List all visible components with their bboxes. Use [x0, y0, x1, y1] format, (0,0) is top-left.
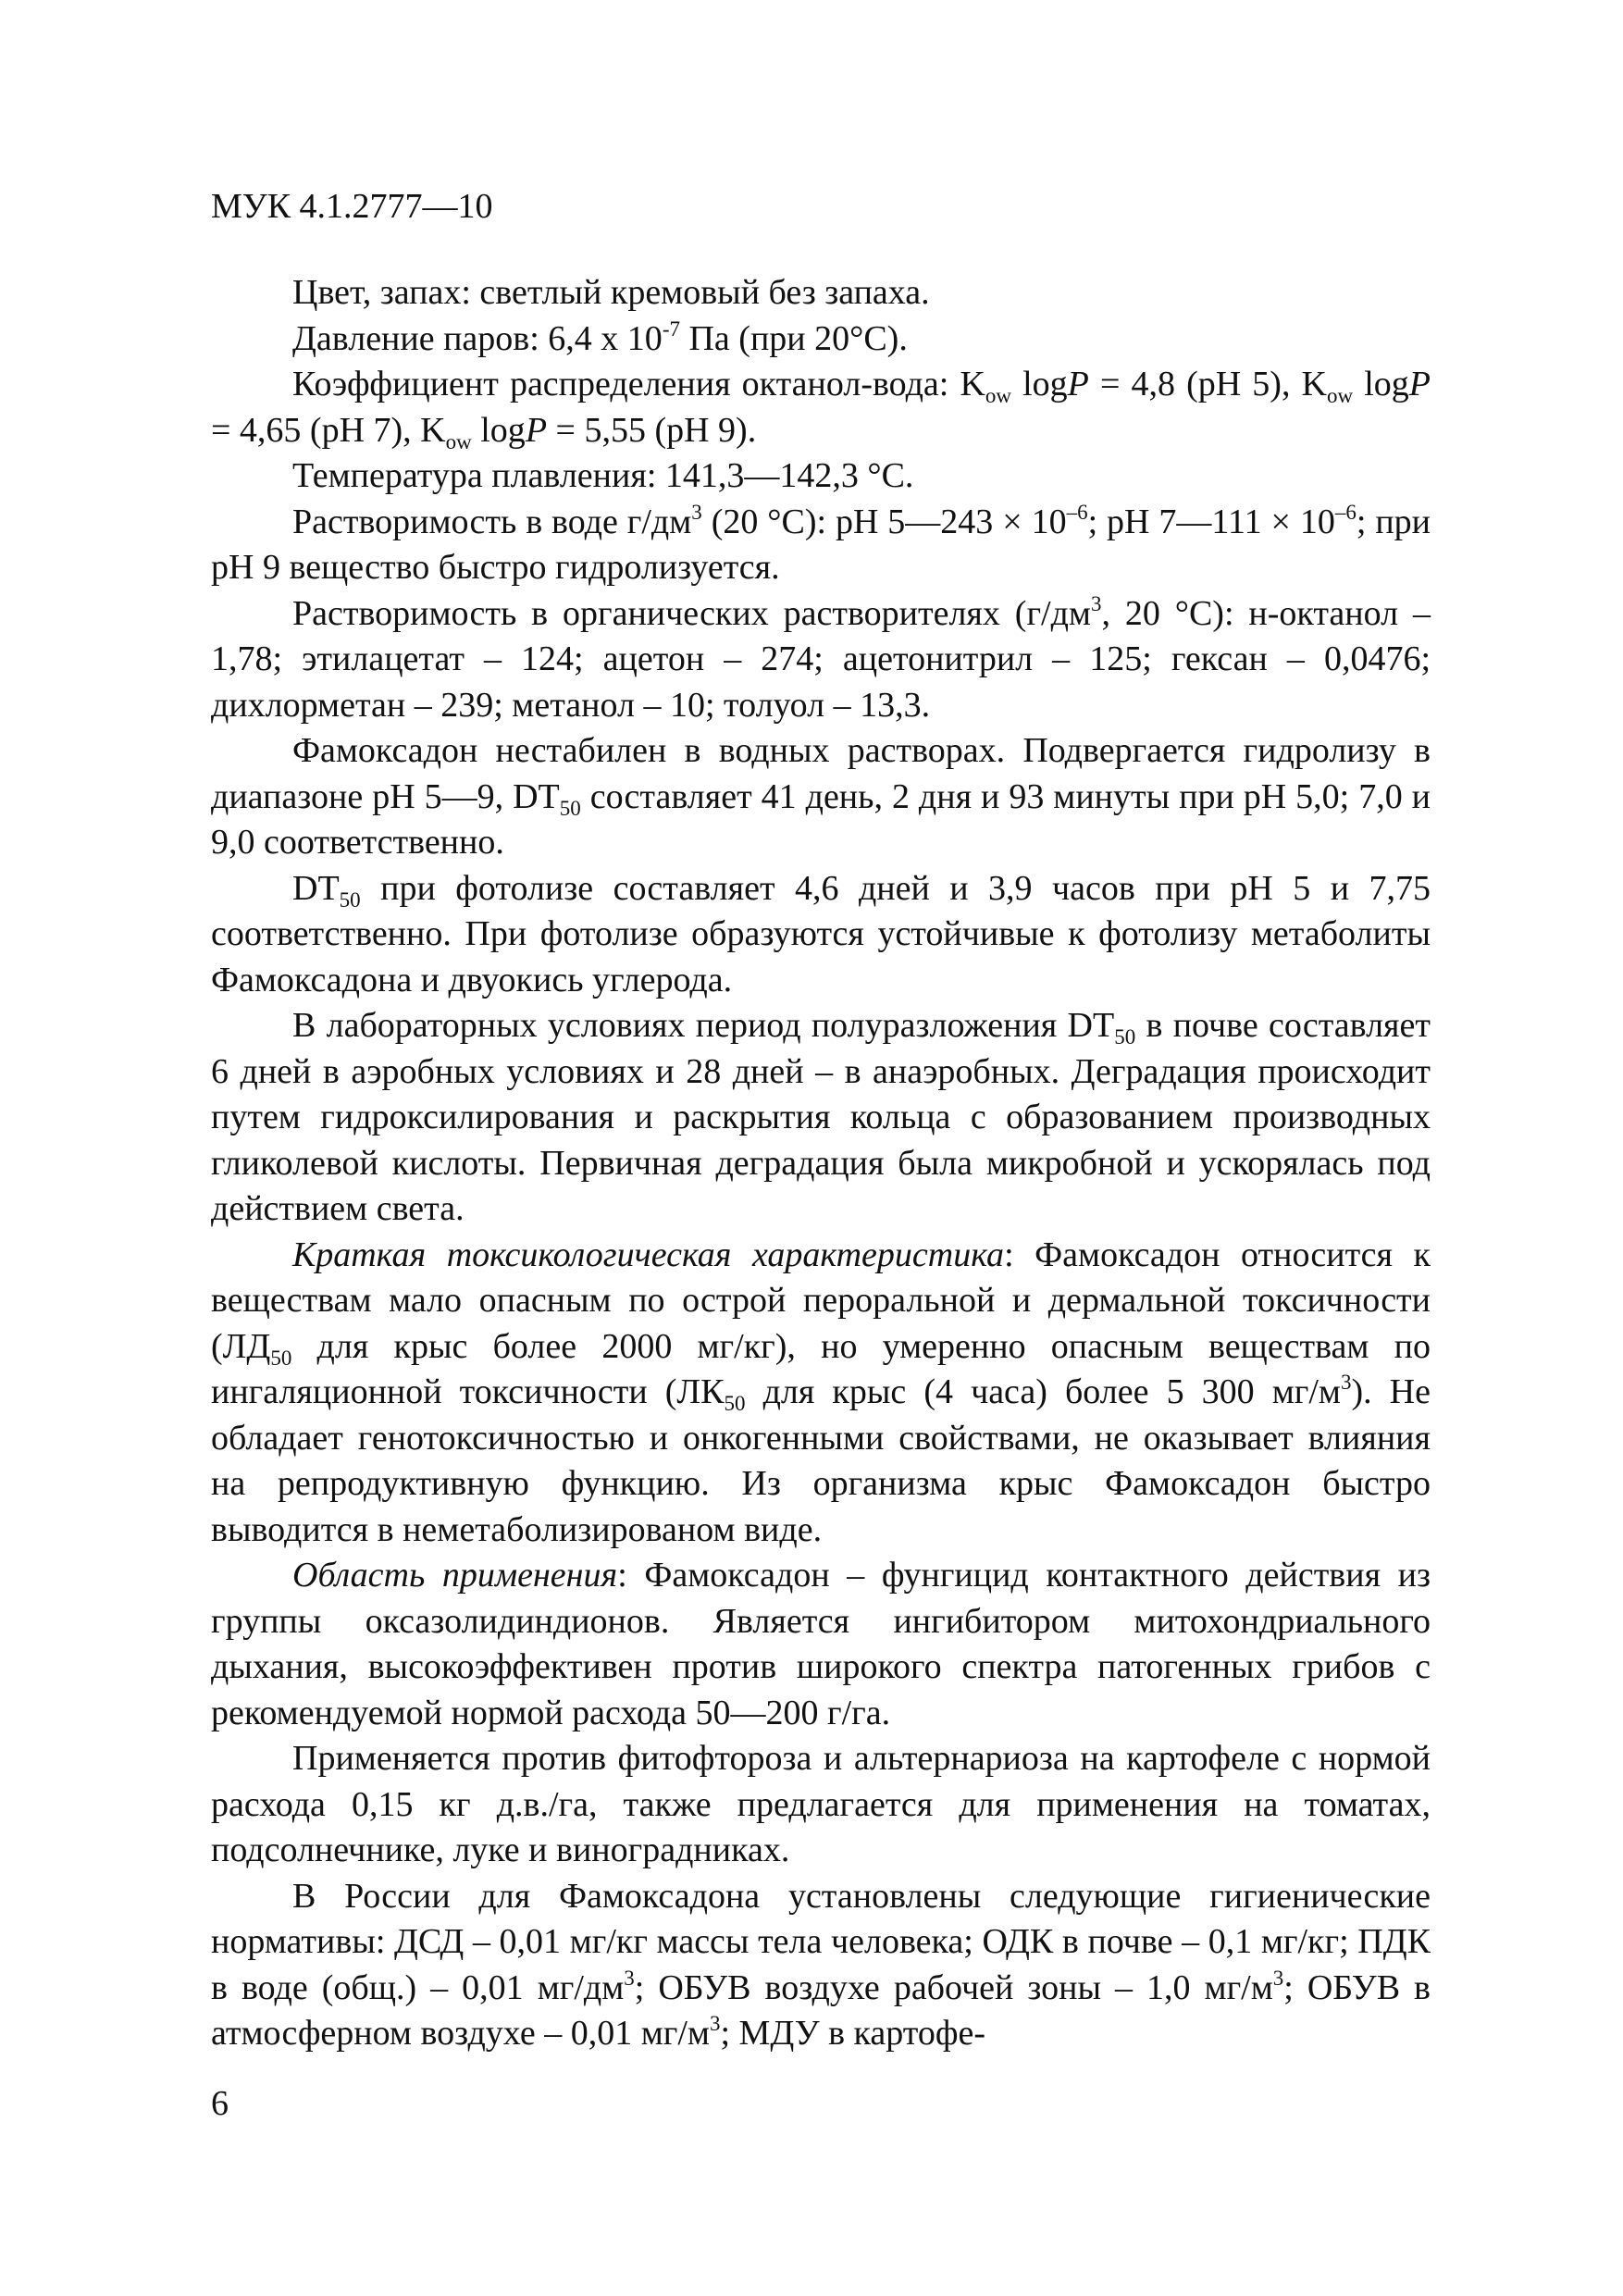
page-number: 6	[211, 2084, 229, 2123]
superscript: 3	[709, 2012, 721, 2035]
text-run: = 4,8 (pH 5), K	[1088, 365, 1327, 403]
superscript: –6	[1066, 500, 1088, 524]
text-run: в почве составляет 6 дней в аэробных условиях и 28 дней – в анаэробных. Деградация происходит путем гидроксилирования и раскрытия кольца с образованием производных гликолевой кислоты. Первичная деградация была микробной и ускорялась под действием света.	[211, 1006, 1431, 1228]
superscript: 3	[1090, 591, 1102, 615]
paragraph-melting-point: Температура плавления: 141,3—142,3 °С.	[292, 456, 914, 495]
text-run: для крыс более 2000 мг/кг), но умеренно опасным веществам по ингаляционной токсичности (ЛК	[211, 1326, 1431, 1411]
subscript: ow	[1327, 384, 1354, 407]
superscript: -7	[662, 316, 680, 341]
italic-run: P	[1067, 365, 1089, 403]
text-run: Давление паров: 6,4 х 10	[292, 318, 663, 358]
paragraph-hydrolysis	[211, 728, 1431, 866]
text-run: Фамоксадон нестабилен в водных растворах. Подвергается гидролизу в диапазоне pH 5—9, DT	[211, 731, 1431, 816]
subscript: ow	[445, 429, 472, 453]
text-run: Растворимость в воде г/дм	[292, 502, 692, 541]
paragraph-russia-standards	[211, 1874, 1431, 2057]
text-run: log	[1011, 365, 1068, 403]
text-run: ; ОБУВ в атмосферном воздухе – 0,01 мг/м	[211, 1967, 1431, 2053]
page-body	[211, 270, 1431, 2057]
paragraph-usage: Применяется против фитофтороза и альтернариоза на картофеле с нормой расхода 0,15 кг д.в./га, также предлагается для применения на томатах, подсолнечнике, луке и виноградниках.	[211, 1739, 1431, 1869]
text-run: Коэффициент распределения октанол-вода: K	[292, 365, 985, 403]
superscript: 3	[1272, 1966, 1284, 1990]
document-code: МУК 4.1.2777—10	[211, 187, 493, 226]
text-run: составляет 41 день, 2 дня и 93 минуты при pH 5,0; 7,0 и 9,0 соответственно.	[211, 776, 1431, 862]
subscript: 50	[724, 1392, 746, 1415]
text-run: Па (при 20°С).	[679, 318, 908, 358]
section-label-scope: Область применения	[292, 1556, 618, 1595]
subscript: 50	[270, 1346, 292, 1370]
subscript: 50	[1114, 1025, 1136, 1049]
paragraph-water-solubility	[211, 500, 1431, 591]
text-run: ; при pH 9 вещество быстро гидролизуется.	[211, 502, 1431, 587]
text-run: В лабораторных условиях период полуразложения DT	[292, 1006, 1115, 1045]
text-run: : Фамоксадон – фунгицид контактного действия из группы оксазолидиндионов. Является ингибитором митохондриального дыхания, высокоэффективен против широкого спектра патогенных грибов с рекомендуемой нормой расхода 50—200 г/га.	[211, 1556, 1431, 1732]
text-run: ; pH 7—111 × 10	[1087, 502, 1335, 541]
paragraph-photolysis	[211, 866, 1431, 1004]
text-run: ). Не обладает генотоксичностью и онкогенными свойствами, не оказывает влияния на репродуктивную функцию. Из организма крыс Фамоксадон быстро выводится в неметаболизированом виде.	[211, 1372, 1431, 1549]
superscript: 3	[691, 500, 702, 524]
italic-run: P	[525, 410, 548, 450]
paragraph-vapor-pressure	[211, 316, 1431, 363]
text-run: при фотолизе составляет 4,6 дней и 3,9 часов при pH 5 и 7,75 соответственно. При фотолизе образуются устойчивые к фотолизу метаболиты Фамоксадона и двуокись углерода.	[211, 868, 1431, 999]
superscript: 3	[1340, 1371, 1352, 1394]
subscript: 50	[559, 796, 581, 820]
paragraph-organic-solubility	[211, 591, 1431, 729]
text-run: (20 °С): pH 5—243 × 10	[701, 502, 1067, 541]
paragraph-soil-degradation	[211, 1003, 1431, 1233]
text-run: DT	[292, 868, 340, 908]
superscript: –6	[1334, 500, 1357, 524]
italic-run: P	[1408, 365, 1431, 403]
paragraph-partition-coefficient	[211, 362, 1431, 453]
text-run: = 4,65 (pH 7), K	[211, 410, 446, 450]
section-label-toxicology: Краткая токсикологическая характеристика	[292, 1235, 1005, 1274]
text-run: : Фамоксадон относится к веществам мало опасным по острой пероральной и дермальной токсичности (ЛД	[211, 1235, 1431, 1366]
subscript: 50	[339, 887, 361, 912]
text-run: = 5,55 (pH 9).	[547, 410, 757, 450]
text-run: ; МДУ в картофе-	[720, 2014, 986, 2053]
paragraph-toxicology	[211, 1233, 1431, 1554]
superscript: 3	[624, 1966, 635, 1990]
text-run: В России для Фамоксадона установлены следующие гигиенические нормативы: ДСД – 0,01 мг/кг массы тела человека; ОДК в почве – 0,1 мг/кг; ПДК в воде (общ.) – 0,01 мг/дм	[211, 1876, 1431, 2007]
text-run: Растворимость в органических растворителях (г/дм	[292, 593, 1091, 633]
text-run: , 20 °С): н-октанол – 1,78; этилацетат – 124; ацетон – 274; ацетонитрил – 125; гексан – 0,0476; дихлорметан – 239; метанол – 10; толуол – 13,3.	[211, 593, 1431, 725]
text-run: log	[1353, 365, 1409, 403]
paragraph-scope	[211, 1553, 1431, 1736]
text-run: log	[471, 410, 526, 450]
text-run: ; ОБУВ воздухе рабочей зоны – 1,0 мг/м	[634, 1967, 1273, 2007]
text-run: для крыс (4 часа) более 5 300 мг/м	[745, 1372, 1341, 1411]
subscript: ow	[985, 384, 1012, 407]
paragraph-color-smell: Цвет, запах: светлый кремовый без запаха.	[292, 273, 930, 312]
